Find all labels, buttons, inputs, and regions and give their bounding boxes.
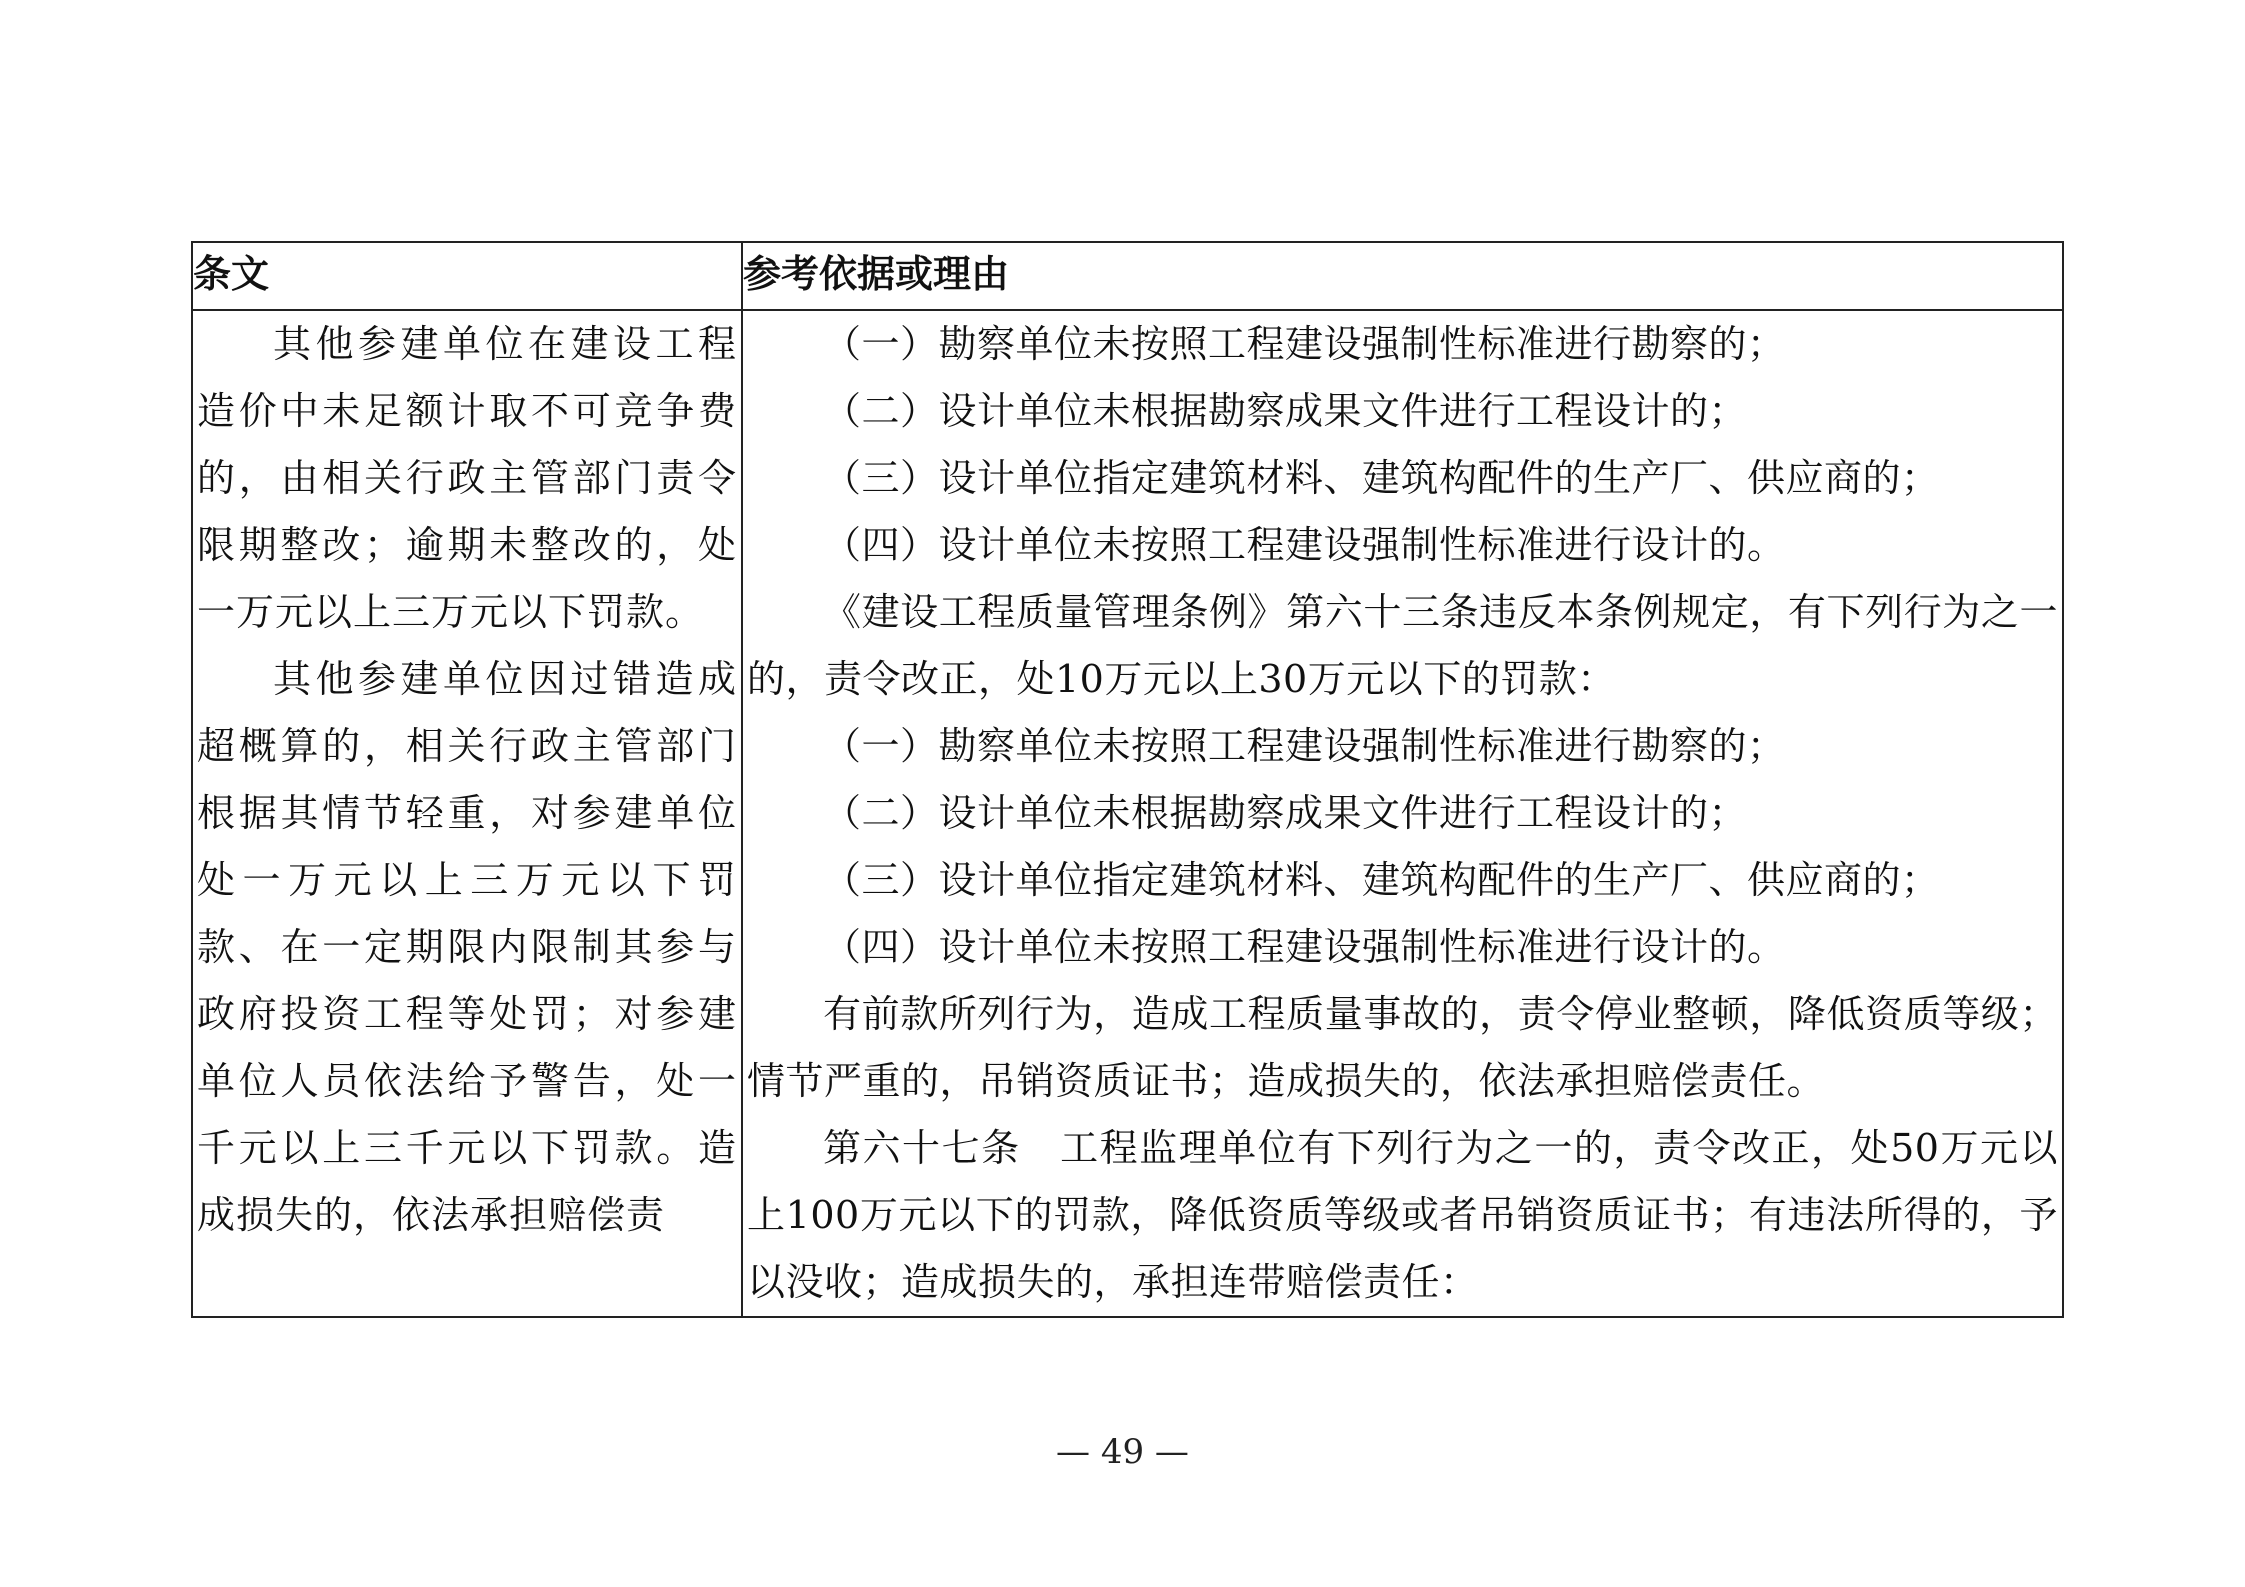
basis-paragraph: （四）设计单位未按照工程建设强制性标准进行设计的。 [823, 523, 1786, 567]
basis-paragraph: （二）设计单位未根据勘察成果文件进行工程设计的； [823, 389, 1748, 433]
header-basis: 参考依据或理由 [742, 242, 2063, 310]
clause-paragraph: 其他参建单位因过错造成超概算的，相关行政主管部门根据其情节轻重，对参建单位处一万元以上三万元以下罚款、在一定期限内限制其参与政府投资工程等处罚；对参建单位人员依法给予警告，处一千元以上三千元以下罚款。造成损失的，依法承担赔偿责 [197, 657, 737, 1237]
basis-paragraph: （二）设计单位未根据勘察成果文件进行工程设计的； [823, 791, 1748, 835]
basis-paragraph: 《建设工程质量管理条例》第六十三条违反本条例规定，有下列行为之一的，责令改正，处10万元以上30万元以下的罚款： [747, 590, 2058, 701]
basis-paragraph: （三）设计单位指定建筑材料、建筑构配件的生产厂、供应商的； [823, 858, 1940, 902]
basis-paragraph: （四）设计单位未按照工程建设强制性标准进行设计的。 [823, 925, 1786, 969]
clause-paragraph: 其他参建单位在建设工程造价中未足额计取不可竞争费的，由相关行政主管部门责令限期整改；逾期未整改的，处一万元以上三万元以下罚款。 [197, 322, 737, 634]
basis-cell [742, 310, 2063, 1317]
comparison-table [191, 241, 2064, 1318]
basis-paragraph: （一）勘察单位未按照工程建设强制性标准进行勘察的； [823, 322, 1786, 366]
table-row [192, 310, 2063, 1317]
header-clause: 条文 [192, 242, 742, 310]
table-header-row [192, 242, 2063, 310]
clause-cell [192, 310, 742, 1317]
basis-paragraph: （一）勘察单位未按照工程建设强制性标准进行勘察的； [823, 724, 1786, 768]
basis-paragraph: 有前款所列行为，造成工程质量事故的，责令停业整顿，降低资质等级；情节严重的，吊销资质证书；造成损失的，依法承担赔偿责任。 [747, 992, 2058, 1103]
basis-paragraph: （三）设计单位指定建筑材料、建筑构配件的生产厂、供应商的； [823, 456, 1940, 500]
basis-paragraph: 第六十七条 工程监理单位有下列行为之一的，责令改正，处50万元以上100万元以下的罚款，降低资质等级或者吊销资质证书；有违法所得的，予以没收；造成损失的，承担连带赔偿责任： [747, 1126, 2058, 1304]
page-number: — 49 — [1056, 1432, 1189, 1472]
